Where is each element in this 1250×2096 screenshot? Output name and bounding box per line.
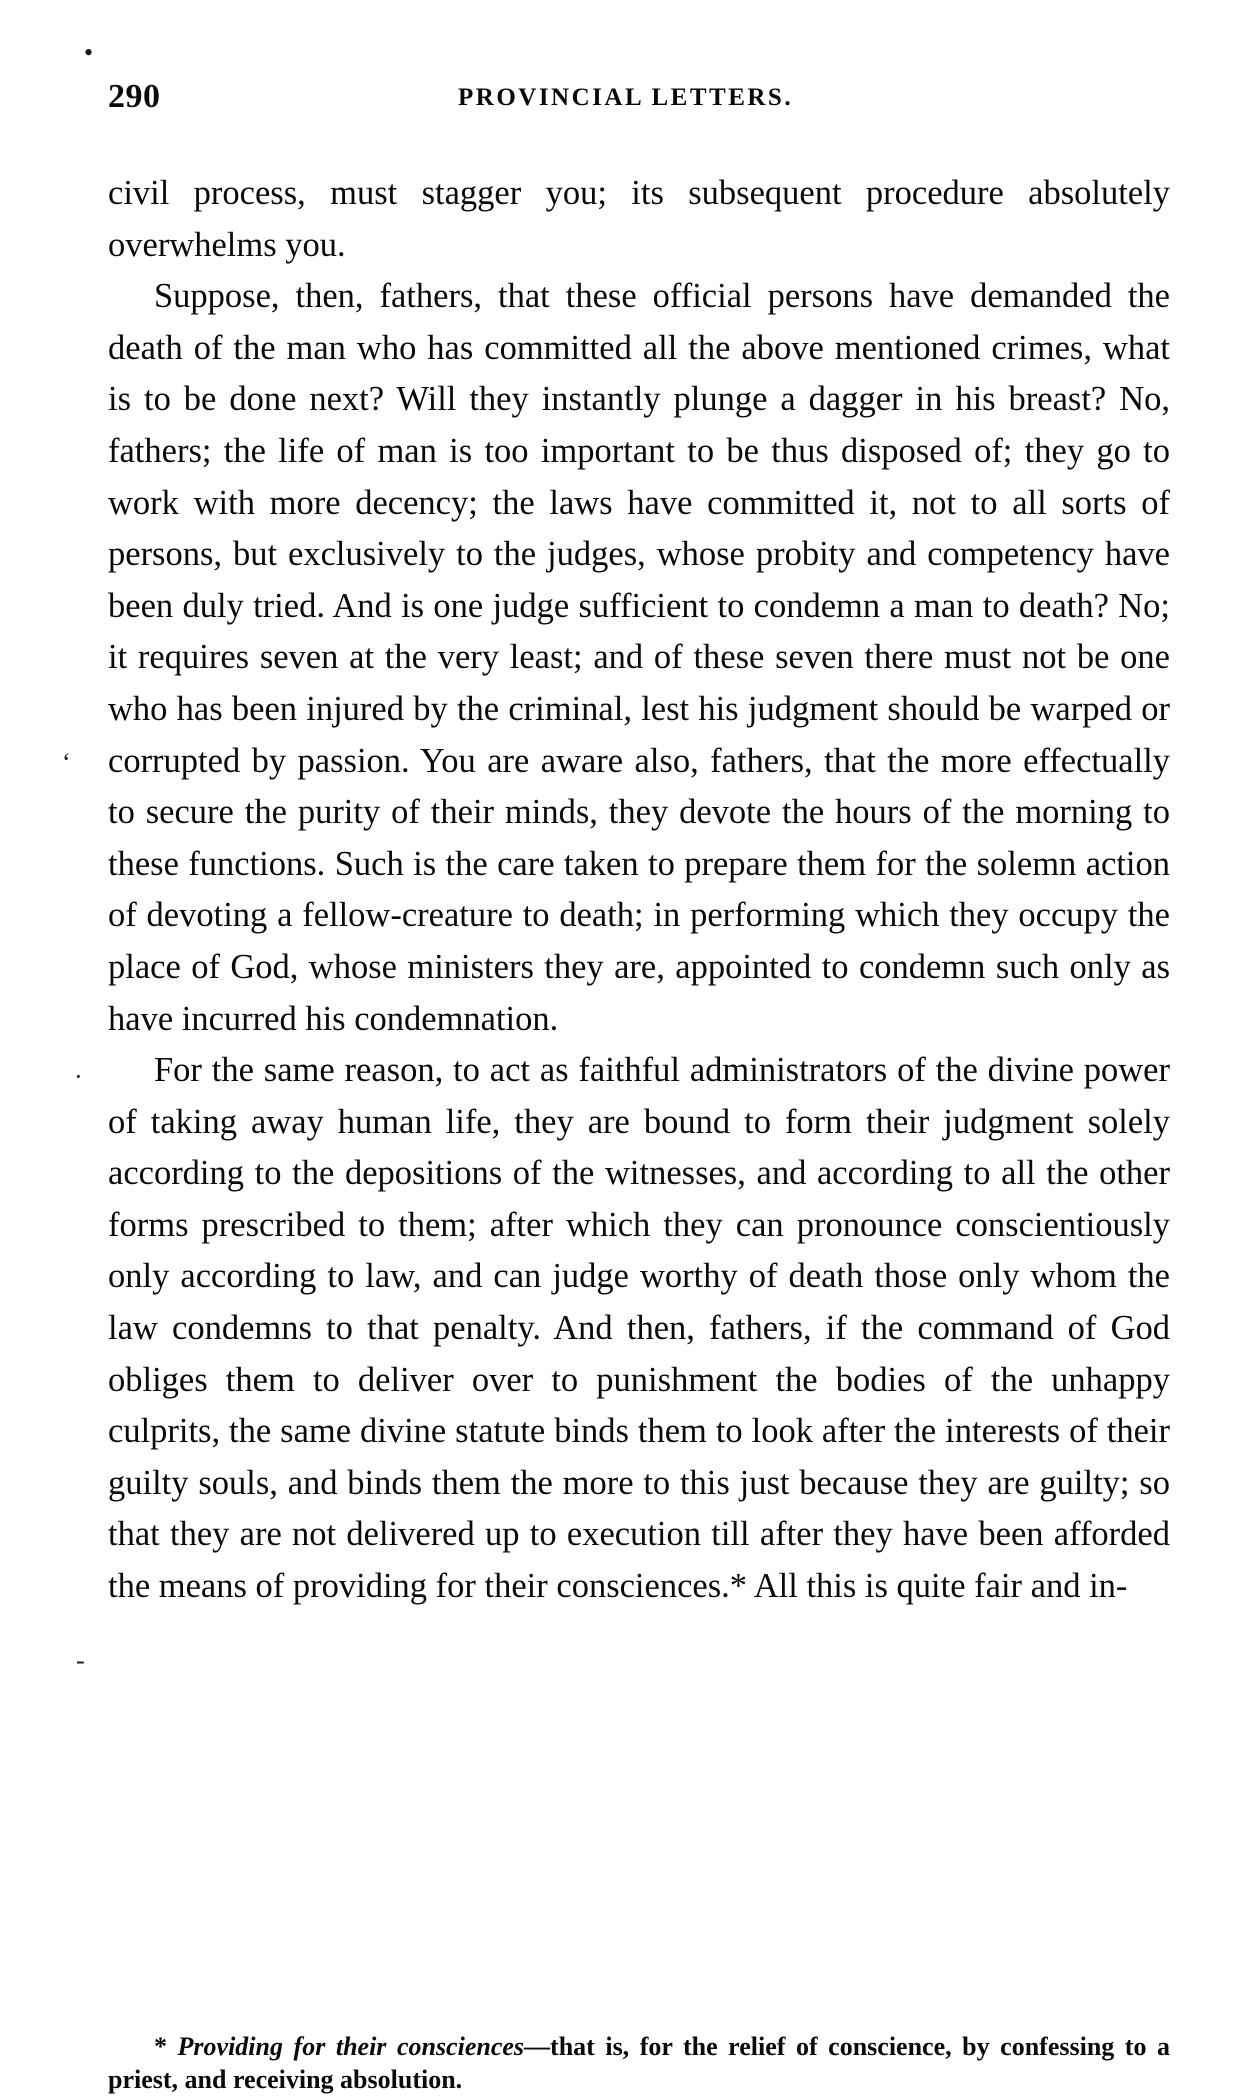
margin-mark-top: • [84,38,94,67]
paragraph: Suppose, then, fathers, that these official persons have demanded the death of the man who has committed all the above mentioned crimes, what is to be done next? Will they instantly plunge a dagger in his breast? No, fathers; the life of man is too important to be thus disposed of; they go to work with more decency; the laws have committed it, not to all sorts of persons, but exclusively to the judges, whose probity and competency have been duly tried. And is one judge sufficient to condemn a man to death? No; it requires seven at the very least; and of these seven there must not be one who has been injured by the criminal, lest his judgment should be warped or corrupted by passion. You are aware also, fathers, that the more effectually to secure the purity of their minds, they devote the hours of the morning to these functions. Such is the care taken to prepare them for the solemn action of devoting a fellow-creature to death; in performing which they occupy the place of God, whose ministers they are, appointed to condemn such only as have incurred his condemnation. [108,277,1170,1038]
footnote [108,2030,1170,2096]
margin-mark-mid: ‘ [62,748,71,777]
paragraph: For the same reason, to act as faithful administrators of the divine power of taking away human life, they are bound to form their judgment solely according to the depositions of the witnesses, and according to all the other forms prescribed to them; after which they can pronounce conscientiously only according to law, and can judge worthy of death those only whom the law condemns to that penalty. And then, fathers, if the command of God obliges them to deliver over to punishment the bodies of the unhappy culprits, the same divine statute binds them to look after the interests of their guilty souls, and binds them the more to this just because they are guilty; so that they are not delivered up to execution till after they have been afforded the means of providing for their consciences.* All this is quite fair and in- [108,1051,1170,1606]
body-text [108,168,1170,1613]
footnote-term: Providing for their consciences [177,2032,525,2061]
footnote-marker: * [154,2032,178,2061]
paragraph-continued: civil process, must stagger you; its subsequent procedure absolutely overwhelms you. [108,174,1170,264]
margin-mark-lower: · [74,1062,83,1091]
footnote-text: —that is, for the relief of conscience, by confessing to a priest, and receiving absolution. [108,2032,1171,2094]
margin-mark-bottom: - [76,1646,85,1675]
page-header [108,78,1168,128]
running-head: PROVINCIAL LETTERS. [458,84,794,111]
page-number: 290 [108,78,161,115]
